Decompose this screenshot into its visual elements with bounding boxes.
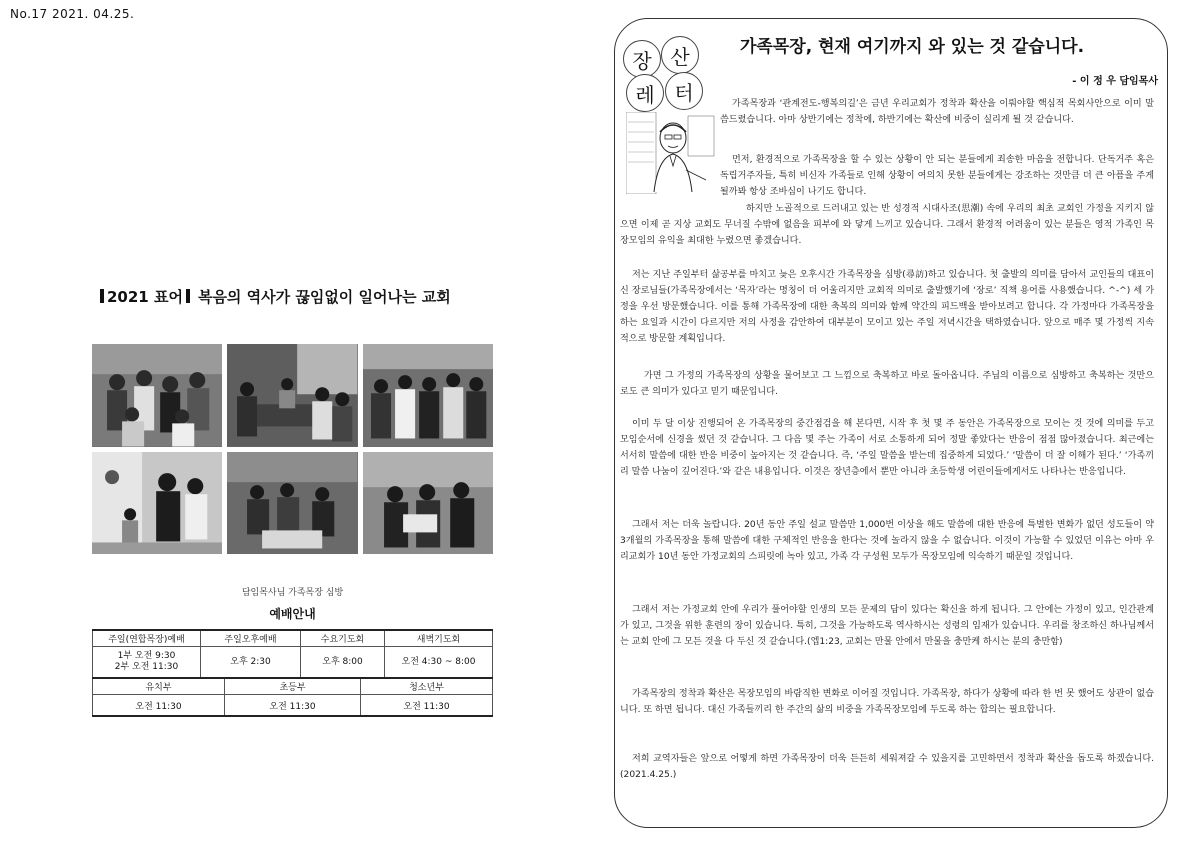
- visit-photo-grid: [92, 344, 493, 554]
- logo-char: 터: [665, 72, 703, 110]
- service-time: 1부 오전 9:30 2부 오전 11:30: [93, 647, 201, 678]
- motto-bar-right: [186, 289, 190, 303]
- service-time: 오전 11:30: [225, 695, 361, 717]
- column-paragraph: 저희 교역자들은 앞으로 어떻게 하면 가족목장이 더욱 든든히 세워져갈 수 있을지를 고민하면서 정착과 확산을 돕도록 하겠습니다.(2021.4.25.): [620, 754, 1154, 780]
- logo-char: 산: [661, 36, 699, 74]
- column-paragraph: 그래서 저는 가정교회 안에 우리가 풀어야할 인생의 모든 문제의 답이 있다는 확신을 하게 됩니다. 그 안에는 가정이 있고, 인간관계가 있고, 그것을 위한 훈련의 장이 있습니다. 특히, 그것을 가능하도록 역사하시는 성령의 임재가 있습니다. 우리를 창조하신 하나님께서는 교회 안에 그 모든 것을 다 두신 것 같습니다.(엡1:23, 교회는 만물 안에서 만물을 충만케 하시는 분의 충만함): [620, 605, 1154, 647]
- column-logo: [623, 36, 709, 116]
- service-header: 새벽기도회: [385, 630, 493, 647]
- logo-char: 레: [626, 74, 664, 112]
- column-paragraph: 그래서 저는 더욱 놀랍니다. 20년 동안 주일 설교 말씀만 1,000번 이상을 해도 말씀에 대한 반응에 특별한 변화가 없던 성도들이 약 3개월의 가족목장을 통해 말씀에 대한 구체적인 반응을 한다는 것에 놀라지 않을 수 없습니다. 이것이 가능할 수 있었던 이유는 아마 우리교회가 10년 동안 가정교회의 스피릿에 녹아 있고, 가족 각 구성원 모두가 목장모임에 익숙하기 때문일 것입니다.: [620, 520, 1154, 562]
- visit-photo: [227, 452, 357, 555]
- service-time: 오후 8:00: [301, 647, 385, 678]
- service-header: 주일(연합목장)예배: [93, 630, 201, 647]
- youth-service-table: [92, 677, 493, 717]
- service-header: 수요기도회: [301, 630, 385, 647]
- motto-bar-left: [100, 289, 104, 303]
- adult-service-table: [92, 629, 493, 678]
- service-guide-title: 예배안내: [269, 607, 316, 621]
- logo-char: 장: [623, 40, 661, 78]
- service-time: 오전 4:30 ~ 8:00: [385, 647, 493, 678]
- photo-caption: 담임목사님 가족목장 심방: [241, 588, 344, 598]
- service-header: 초등부: [225, 678, 361, 695]
- service-header: 유치부: [93, 678, 225, 695]
- service-time: 오전 11:30: [361, 695, 493, 717]
- visit-photo: [92, 344, 222, 447]
- visit-photo: [363, 344, 493, 447]
- visit-photo: [227, 344, 357, 447]
- column-paragraph: 가면 그 가정의 가족목장의 상황을 물어보고 그 느낌으로 축복하고 바로 돌아옵니다. 주님의 이름으로 심방하고 축복하는 것만으로도 큰 의미가 있다고 믿기 때문입니다.: [620, 371, 1154, 397]
- motto-year: 2021 표어: [107, 288, 183, 306]
- service-header: 주일오후예배: [201, 630, 301, 647]
- issue-number: No.17 2021. 04.25.: [10, 7, 135, 21]
- column-title: 가족목장, 현재 여기까지 와 있는 것 같습니다.: [740, 37, 1085, 57]
- visit-photo: [363, 452, 493, 555]
- column-author: - 이 정 우 담임목사: [1072, 76, 1158, 87]
- column-paragraph: 먼저, 환경적으로 가족목장을 할 수 있는 상황이 안 되는 분들에게 죄송한 마음을 전합니다. 단독거주 혹은 독립거주자들, 특히 비신자 가족들로 인해 상황이 여의치 못한 분들에게는 강조하는 것만큼 더 큰 아픔을 주게 될까봐 항상 조바심이 나기도 합니다.: [720, 155, 1154, 197]
- service-header: 청소년부: [361, 678, 493, 695]
- pastor-portrait-sketch: [626, 112, 716, 194]
- visit-photo: [92, 452, 222, 555]
- column-paragraph: 이미 두 달 이상 진행되어 온 가족목장의 중간점검을 해 본다면, 시작 후 첫 몇 주 동안은 가족목장으로 모이는 것 것에 의미를 두고 모임순서에 신경을 썼던 것 같습니다. 그 다음 몇 주는 가족이 서로 소통하게 되어 정말 좋았다는 반응이 점점 많아졌습니다. 최근에는 서서히 말씀에 대한 반응 비중이 높아지는 것 같습니다. 즉, ‘주일 말씀을 받는데 집중하게 되었다.’ ‘말씀이 더 잘 이해가 된다.’ ‘가족끼리 말씀 나눔이 깊어진다.’와 같은 내용입니다. 이것은 장년층에서 뿐만 아니라 초등학생 어린이들에게서도 나타나는 반응입니다.: [620, 419, 1154, 477]
- church-motto: [100, 286, 510, 307]
- column-paragraph: 가족목장의 정착과 확산은 목장모임의 바람직한 변화로 이어질 것입니다. 가족목장, 하다가 상황에 따라 한 번 못 했어도 상관이 없습니다. 또 하면 됩니다. 대신 가족들끼리 한 주간의 삶의 비중을 가족목장모임에 두도록 하는 합의는 필요합니다.: [620, 689, 1154, 715]
- service-time: 오전 11:30: [93, 695, 225, 717]
- column-paragraph: 가족목장과 ‘관계전도-행복의길’은 금년 우리교회가 정착과 확산을 이뤄야할 핵심적 목회사안으로 이미 말씀드렸습니다. 아마 상반기에는 정착에, 하반기에는 확산에 비중이 실리게 될 것 같습니다.: [720, 99, 1154, 125]
- column-paragraph: 저는 지난 주일부터 삶공부를 마치고 늦은 오후시간 가족목장을 심방(尋訪)하고 있습니다. 첫 출발의 의미를 담아서 교인들의 대표이신 장로님들(가족목장에서는 ‘목자’라는 명칭이 더 어울리지만 교회적 의미로 출발했기에 ‘장로’ 직책 용어를 사용했습니다. ^-^) 세 가정을 우선 방문했습니다. 이를 통해 가족목장에 대한 축복의 의미와 함께 약간의 피드백을 받아보려고 합니다. 각 가정마다 가족목장을 하는 요일과 시간이 다르지만 저의 사정을 감안하여 대부분이 모이고 있는 주일 저녁시간을 택하였습니다. 앞으로 매주 몇 가정씩 지속적으로 방문할 계획입니다.: [620, 270, 1154, 344]
- column-paragraph: 하지만 노골적으로 드러내고 있는 반 성경적 시대사조(思潮) 속에 우리의 최초 교회인 가정을 지키지 않으면 이제 곧 지상 교회도 무너질 수밖에 없음을 피부에 와 닿게 느끼고 있습니다. 그래서 환경적 어려움이 있는 분들은 영적 가족인 목장모임의 유익을 최대한 누렸으면 좋겠습니다.: [620, 204, 1154, 246]
- service-time: 오후 2:30: [201, 647, 301, 678]
- motto-text: 복음의 역사가 끊임없이 일어나는 교회: [197, 288, 451, 306]
